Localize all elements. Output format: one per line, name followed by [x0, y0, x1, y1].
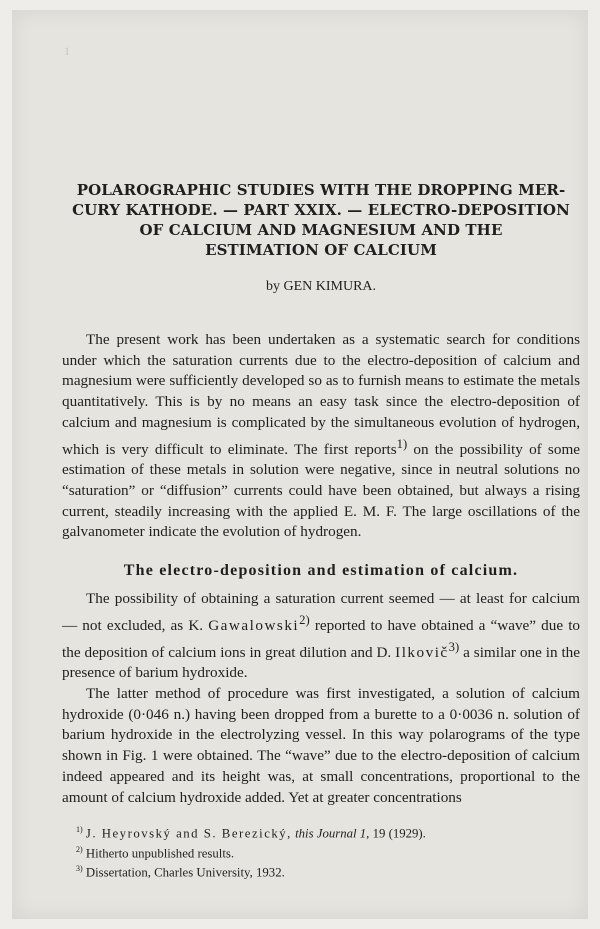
section-heading: The electro-deposition and estimation of calcium. — [123, 562, 519, 580]
footnote-2-number: 2) — [76, 844, 83, 854]
paragraph-method: The latter method of procedure was first investigated, a solution of calcium hydroxide (0·046 n.) having been dropped from a burette to a 0·0036 n. solution of barium hydroxide in the electrolyzing vessel. In this way polarograms of the type shown in Fig. 1 were obtained. The “wave” due to the electro-deposition of calcium indeed appeared and its height was, at small concentrations, proportional to the amount of calcium hydroxide added. Yet at greater concentrations — [62, 685, 580, 806]
footnote-2-text: Hitherto unpublished results. — [85, 846, 235, 861]
footnote-1-rest: 19 (1929). — [369, 826, 426, 841]
paragraph-intro-text-end: on the possibility of some estimation of these metals in solution were negative, since in neutral solutions no “saturation” or “diffusion” currents could have been obtained, but always a rising current, steadily increasing with the applied E. M. F. The large oscillations of the galvanometer indicate the evolution of hydrogen. — [62, 440, 580, 541]
title-line-1: POLAROGRAPHIC STUDIES WITH THE DROPPING MER- — [76, 181, 566, 199]
footnote-ref-1: 1) — [396, 436, 408, 451]
author-name-gawalowski: Gawalowski — [208, 616, 300, 634]
paper-page — [12, 10, 588, 919]
paragraph-possibility-a: The possibility of obtaining a saturation current seemed — at least for calcium — not excluded, as K. — [62, 590, 580, 634]
footnote-1-number: 1) — [76, 825, 83, 835]
footnote-2 — [62, 842, 580, 862]
footnote-3-number: 3) — [76, 864, 83, 874]
article-body — [62, 180, 580, 881]
footnote-3-text: Dissertation, Charles University, 1932. — [85, 865, 285, 880]
footnotes — [62, 818, 580, 881]
paragraph-intro-text: The present work has been undertaken as a systematic search for conditions under which the saturation currents due to the electro-deposition of calcium and magnesium were sufficiently developed so as to furnish means to estimate the metals quantitatively. This is by no means an easy task since the electro-deposition of calcium and magnesium is complicated by the simultaneous evolution of hydrogen, which is very difficult to eliminate. The first reports — [62, 331, 580, 458]
title-line-2: CURY KATHODE. — PART XXIX. — ELECTRO-DEPOSITION — [72, 201, 570, 219]
footnote-1-authors: J. Heyrovský and S. Berezický, — [85, 826, 292, 841]
footnote-3 — [62, 861, 580, 881]
footnote-1 — [62, 822, 580, 842]
author-byline: by GEN KIMURA. — [265, 279, 377, 294]
paragraph-possibility — [62, 589, 580, 684]
paragraph-possibility-c: a similar one in the presence of barium hydroxide. — [62, 643, 581, 682]
footnote-ref-3: 3) — [448, 639, 460, 654]
article-title — [62, 180, 580, 260]
page-mark: 1 — [64, 44, 71, 58]
footnote-1-journal: this Journal 1, — [295, 826, 370, 841]
paragraph-intro — [62, 330, 580, 543]
author-name-ilkovic: Ilkovič — [395, 643, 449, 661]
footnote-ref-2: 2) — [299, 612, 310, 627]
title-line-3: OF CALCIUM AND MAGNESIUM AND THE — [139, 221, 503, 239]
paragraph-possibility-b: reported to have obtained a “wave” due to the deposition of calcium ions in great dilution and D. — [62, 616, 581, 661]
title-line-4: ESTIMATION OF CALCIUM — [205, 241, 437, 259]
